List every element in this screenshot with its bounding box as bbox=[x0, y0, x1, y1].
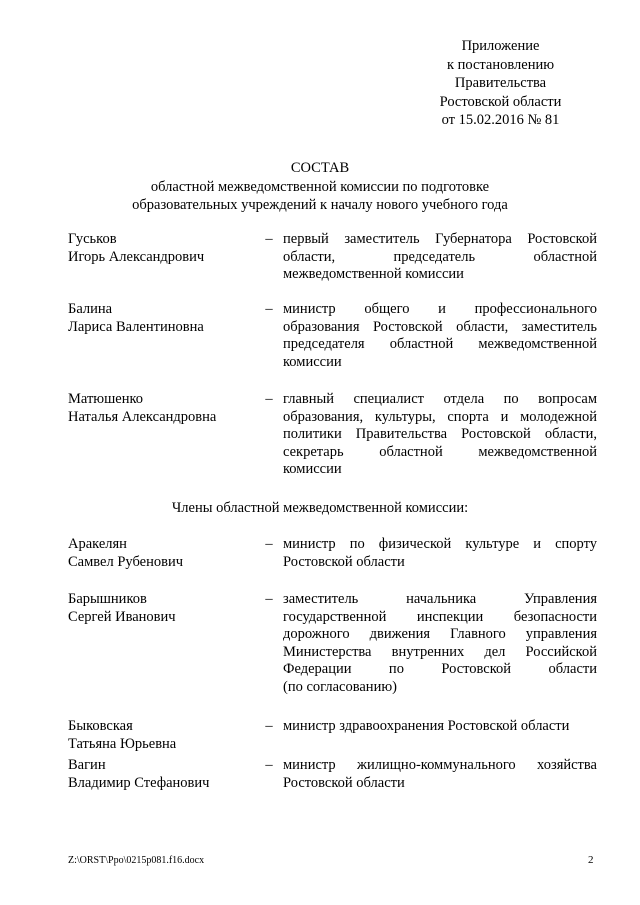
person-name bbox=[68, 591, 258, 626]
role-line: Ростовской области bbox=[283, 553, 405, 570]
role-line: образования Ростовской области, заместитель bbox=[283, 318, 597, 335]
person-role bbox=[283, 231, 597, 284]
role-line: межведомственной комиссии bbox=[283, 266, 464, 282]
person-name bbox=[68, 757, 258, 792]
dash: – bbox=[265, 536, 273, 552]
given-names: Владимир Стефанович bbox=[68, 774, 210, 791]
role-line: Федерации по Ростовской области bbox=[283, 661, 597, 677]
members-heading: Члены областной межведомственной комиссии: bbox=[171, 500, 469, 516]
person-name bbox=[68, 231, 258, 266]
person-role bbox=[283, 757, 597, 792]
appendix-line: Ростовской области bbox=[439, 93, 562, 110]
dash: – bbox=[265, 391, 273, 407]
given-names: Самвел Рубенович bbox=[68, 553, 183, 570]
role-line: комиссии bbox=[283, 461, 342, 477]
role-line: (по согласованию) bbox=[283, 678, 397, 695]
person-role bbox=[283, 591, 597, 696]
person-name bbox=[68, 718, 258, 753]
given-names: Татьяна Юрьевна bbox=[68, 735, 177, 752]
role-line: председателя областной межведомственной bbox=[283, 336, 597, 352]
heading-line: областной межведомственной комиссии по подготовке bbox=[150, 178, 490, 195]
dash: – bbox=[265, 301, 273, 317]
role-line: области, председатель областной bbox=[283, 248, 597, 265]
role-line: главный специалист отдела по вопросам bbox=[283, 391, 597, 407]
role-line: Министерства внутренних дел Российской bbox=[283, 643, 597, 660]
role-line: заместитель начальника Управления bbox=[283, 591, 597, 607]
heading-title: СОСТАВ bbox=[290, 160, 350, 176]
person-role bbox=[283, 718, 597, 736]
person-role bbox=[283, 301, 597, 371]
surname: Балина bbox=[68, 301, 113, 317]
role-line: министр жилищно-коммунального хозяйства bbox=[283, 757, 597, 773]
document-heading bbox=[60, 159, 580, 215]
surname: Гуськов bbox=[68, 231, 117, 247]
surname: Барышников bbox=[68, 591, 147, 607]
role-line: министр общего и профессионального bbox=[283, 301, 597, 317]
role-line: министр здравоохранения Ростовской области bbox=[283, 718, 570, 734]
dash: – bbox=[265, 231, 273, 247]
person-name bbox=[68, 391, 258, 426]
role-line: министр по физической культуре и спорту bbox=[283, 536, 597, 552]
given-names: Наталья Александровна bbox=[68, 408, 217, 425]
appendix-line: от 15.02.2016 № 81 bbox=[441, 112, 560, 128]
surname: Вагин bbox=[68, 757, 106, 773]
role-line: политики Правительства Ростовской области, bbox=[283, 426, 597, 442]
person-role bbox=[283, 536, 597, 571]
given-names: Сергей Иванович bbox=[68, 608, 176, 625]
role-line: первый заместитель Губернатора Ростовской bbox=[283, 231, 597, 247]
role-line: Ростовской области bbox=[283, 774, 405, 791]
dash: – bbox=[265, 757, 273, 773]
person-name bbox=[68, 536, 258, 571]
role-line: секретарь областной межведомственной bbox=[283, 443, 597, 460]
role-line: государственной инспекции безопасности bbox=[283, 608, 597, 625]
person-role bbox=[283, 391, 597, 479]
appendix-line: Правительства bbox=[454, 75, 547, 91]
dash: – bbox=[265, 591, 273, 607]
role-line: комиссии bbox=[283, 353, 342, 370]
role-line: дорожного движения Главного управления bbox=[283, 626, 597, 642]
given-names: Лариса Валентиновна bbox=[68, 318, 204, 335]
page-number: 2 bbox=[588, 854, 594, 866]
surname: Быковская bbox=[68, 718, 133, 734]
given-names: Игорь Александрович bbox=[68, 248, 205, 265]
appendix-line: Приложение bbox=[461, 38, 540, 54]
appendix-block bbox=[428, 37, 573, 130]
dash: – bbox=[265, 718, 273, 734]
heading-line: образовательных учреждений к началу нового учебного года bbox=[132, 197, 508, 213]
footer-file-path: Z:\ORST\Ppo\0215p081.f16.docx bbox=[68, 855, 205, 866]
surname: Аракелян bbox=[68, 536, 127, 552]
role-line: образования, культуры, спорта и молодежной bbox=[283, 408, 597, 425]
person-name bbox=[68, 301, 258, 336]
appendix-line: к постановлению bbox=[446, 56, 555, 73]
surname: Матюшенко bbox=[68, 391, 144, 407]
